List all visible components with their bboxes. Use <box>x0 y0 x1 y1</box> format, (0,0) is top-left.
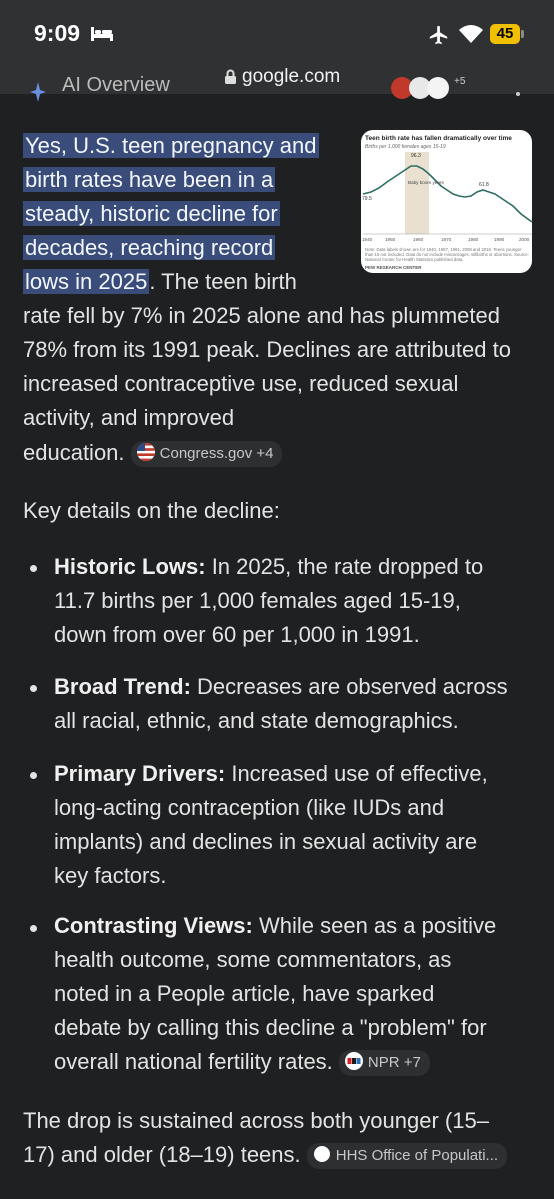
thumbnail-note-source: Source: National Center for Health Statistics published data. <box>365 252 529 262</box>
baby-boom-shade <box>405 152 429 234</box>
bullet-dot-2 <box>30 685 37 692</box>
battery-level: 45 <box>490 24 520 44</box>
lock-icon <box>224 69 237 85</box>
answer-line-6: rate fell by 7% in 2025 alone and has plummeted <box>23 303 500 328</box>
thumbnail-subtitle: Births per 1,000 females ages 15-19 <box>365 144 446 150</box>
answer-last-line: education. <box>23 440 125 465</box>
key-details-heading: Key details on the decline: <box>23 498 280 523</box>
airplane-icon <box>428 24 450 46</box>
tick-2000: 2000 <box>519 237 530 242</box>
thumbnail-note-text: Note: Data labels shown are for 1940, 1957, 1991, 2008 and 2018. Teens younger than 15 not included. Data do not include miscarriages, stillbirths or abortions. <box>365 247 522 257</box>
highlight-3: steady, historic decline for <box>25 201 278 226</box>
thumbnail-line-chart <box>361 148 532 248</box>
answer-line-3 <box>23 197 280 231</box>
us-flag-icon <box>137 443 155 461</box>
url-text: google.com <box>242 66 341 87</box>
status-bar <box>0 0 554 62</box>
tick-1960: 1960 <box>413 237 424 242</box>
bullet-dot-1 <box>30 565 37 572</box>
congress-source-chip[interactable] <box>131 441 283 467</box>
npr-logo-icon <box>345 1052 363 1070</box>
thumbnail-note <box>365 247 530 262</box>
more-options-icon[interactable] <box>514 80 522 104</box>
bullet-3-title: Primary Drivers: <box>54 761 226 786</box>
svg-text:+5: +5 <box>454 76 466 87</box>
teen-birth-rate-line <box>363 166 532 222</box>
bullet-contrasting-views <box>54 909 534 1079</box>
thumbnail-title: Teen birth rate has fallen dramatically over time <box>365 135 512 142</box>
source-avatars-icon[interactable] <box>390 76 470 100</box>
bullet-broad-trend <box>54 670 534 738</box>
answer-line-8: increased contraceptive use, reduced sexual <box>23 371 459 396</box>
mid-label: 61.8 <box>479 182 489 188</box>
bullet-3-line-2: long-acting contraception (like IUDs and <box>54 795 445 820</box>
tick-1990: 1990 <box>494 237 505 242</box>
tick-1970: 1970 <box>441 237 452 242</box>
bullet-3-line-1: Increased use of effective, <box>225 761 488 786</box>
hhs-logo-icon <box>313 1145 331 1163</box>
left-label: 79.5 <box>362 196 372 202</box>
peak-label: 96.3 <box>411 153 421 159</box>
bullet-4-line-4: debate by calling this decline a "problem" for <box>54 1015 487 1040</box>
npr-chip-label: NPR +7 <box>367 1054 421 1071</box>
bullet-2-title: Broad Trend: <box>54 674 191 699</box>
tick-1950: 1950 <box>385 237 396 242</box>
teen-birth-rate-chart-thumbnail[interactable] <box>361 130 532 273</box>
answer-line-10 <box>23 436 282 470</box>
bullet-dot-4 <box>30 925 37 932</box>
answer-rest-first: . The teen birth <box>149 269 297 294</box>
highlight-4: decades, reaching record <box>25 235 274 260</box>
sleep-bed-icon <box>90 26 114 42</box>
bullet-3-line-4: key factors. <box>54 863 167 888</box>
congress-chip-label: Congress.gov +4 <box>159 445 274 462</box>
bullet-1-line-1: In 2025, the rate dropped to <box>205 554 484 579</box>
sparkle-icon <box>30 82 46 102</box>
highlight-2: birth rates have been in a <box>25 167 274 192</box>
ai-overview-label: AI Overview <box>62 74 170 96</box>
hhs-chip-label: HHS Office of Populati... <box>335 1147 499 1164</box>
highlight-1: Yes, U.S. teen pregnancy and <box>25 133 317 158</box>
npr-source-chip[interactable] <box>339 1050 430 1076</box>
bullet-1-line-2: 11.7 births per 1,000 females aged 15-19, <box>54 588 461 613</box>
baby-boom-annotation: Baby boom years <box>408 180 444 185</box>
tick-1940: 1940 <box>362 237 373 242</box>
bullet-4-line-1: While seen as a positive <box>252 913 497 938</box>
bullet-4-line-5: overall national fertility rates. <box>54 1049 333 1074</box>
bullet-4-line-2: health outcome, some commentators, as <box>54 947 452 972</box>
wifi-icon <box>458 24 484 44</box>
closing-line-1: The drop is sustained across both younger (15– <box>23 1108 489 1133</box>
bullet-historic-lows <box>54 550 534 652</box>
status-time: 9:09 <box>34 20 81 46</box>
answer-line-5 <box>23 265 297 299</box>
bullet-4-line-3: noted in a People article, have sparked <box>54 981 435 1006</box>
bullet-primary-drivers <box>54 757 534 893</box>
hhs-source-chip[interactable] <box>307 1143 507 1169</box>
bullet-4-title: Contrasting Views: <box>54 913 253 938</box>
highlight-5: lows in 2025 <box>25 269 148 294</box>
bullet-2-line-1: Decreases are observed across <box>190 674 508 699</box>
tick-1980: 1980 <box>468 237 479 242</box>
answer-line-2 <box>23 163 275 197</box>
answer-line-9: activity, and improved <box>23 405 235 430</box>
answer-line-7: 78% from its 1991 peak. Declines are attributed to <box>23 337 511 362</box>
answer-line-1 <box>23 129 319 163</box>
bullet-3-line-3: implants) and declines in sexual activity are <box>54 829 478 854</box>
bullet-dot-3 <box>30 772 37 779</box>
closing-line-2 <box>23 1138 507 1172</box>
bullet-2-line-2: all racial, ethnic, and state demographics. <box>54 708 459 733</box>
bullet-1-line-3: down from over 60 per 1,000 in 1991. <box>54 622 420 647</box>
bullet-1-title: Historic Lows: <box>54 554 206 579</box>
battery-tip <box>521 30 524 38</box>
closing-line-2-text: 17) and older (18–19) teens. <box>23 1142 301 1167</box>
thumbnail-source: PEW RESEARCH CENTER <box>365 265 422 270</box>
answer-line-4 <box>23 231 275 265</box>
